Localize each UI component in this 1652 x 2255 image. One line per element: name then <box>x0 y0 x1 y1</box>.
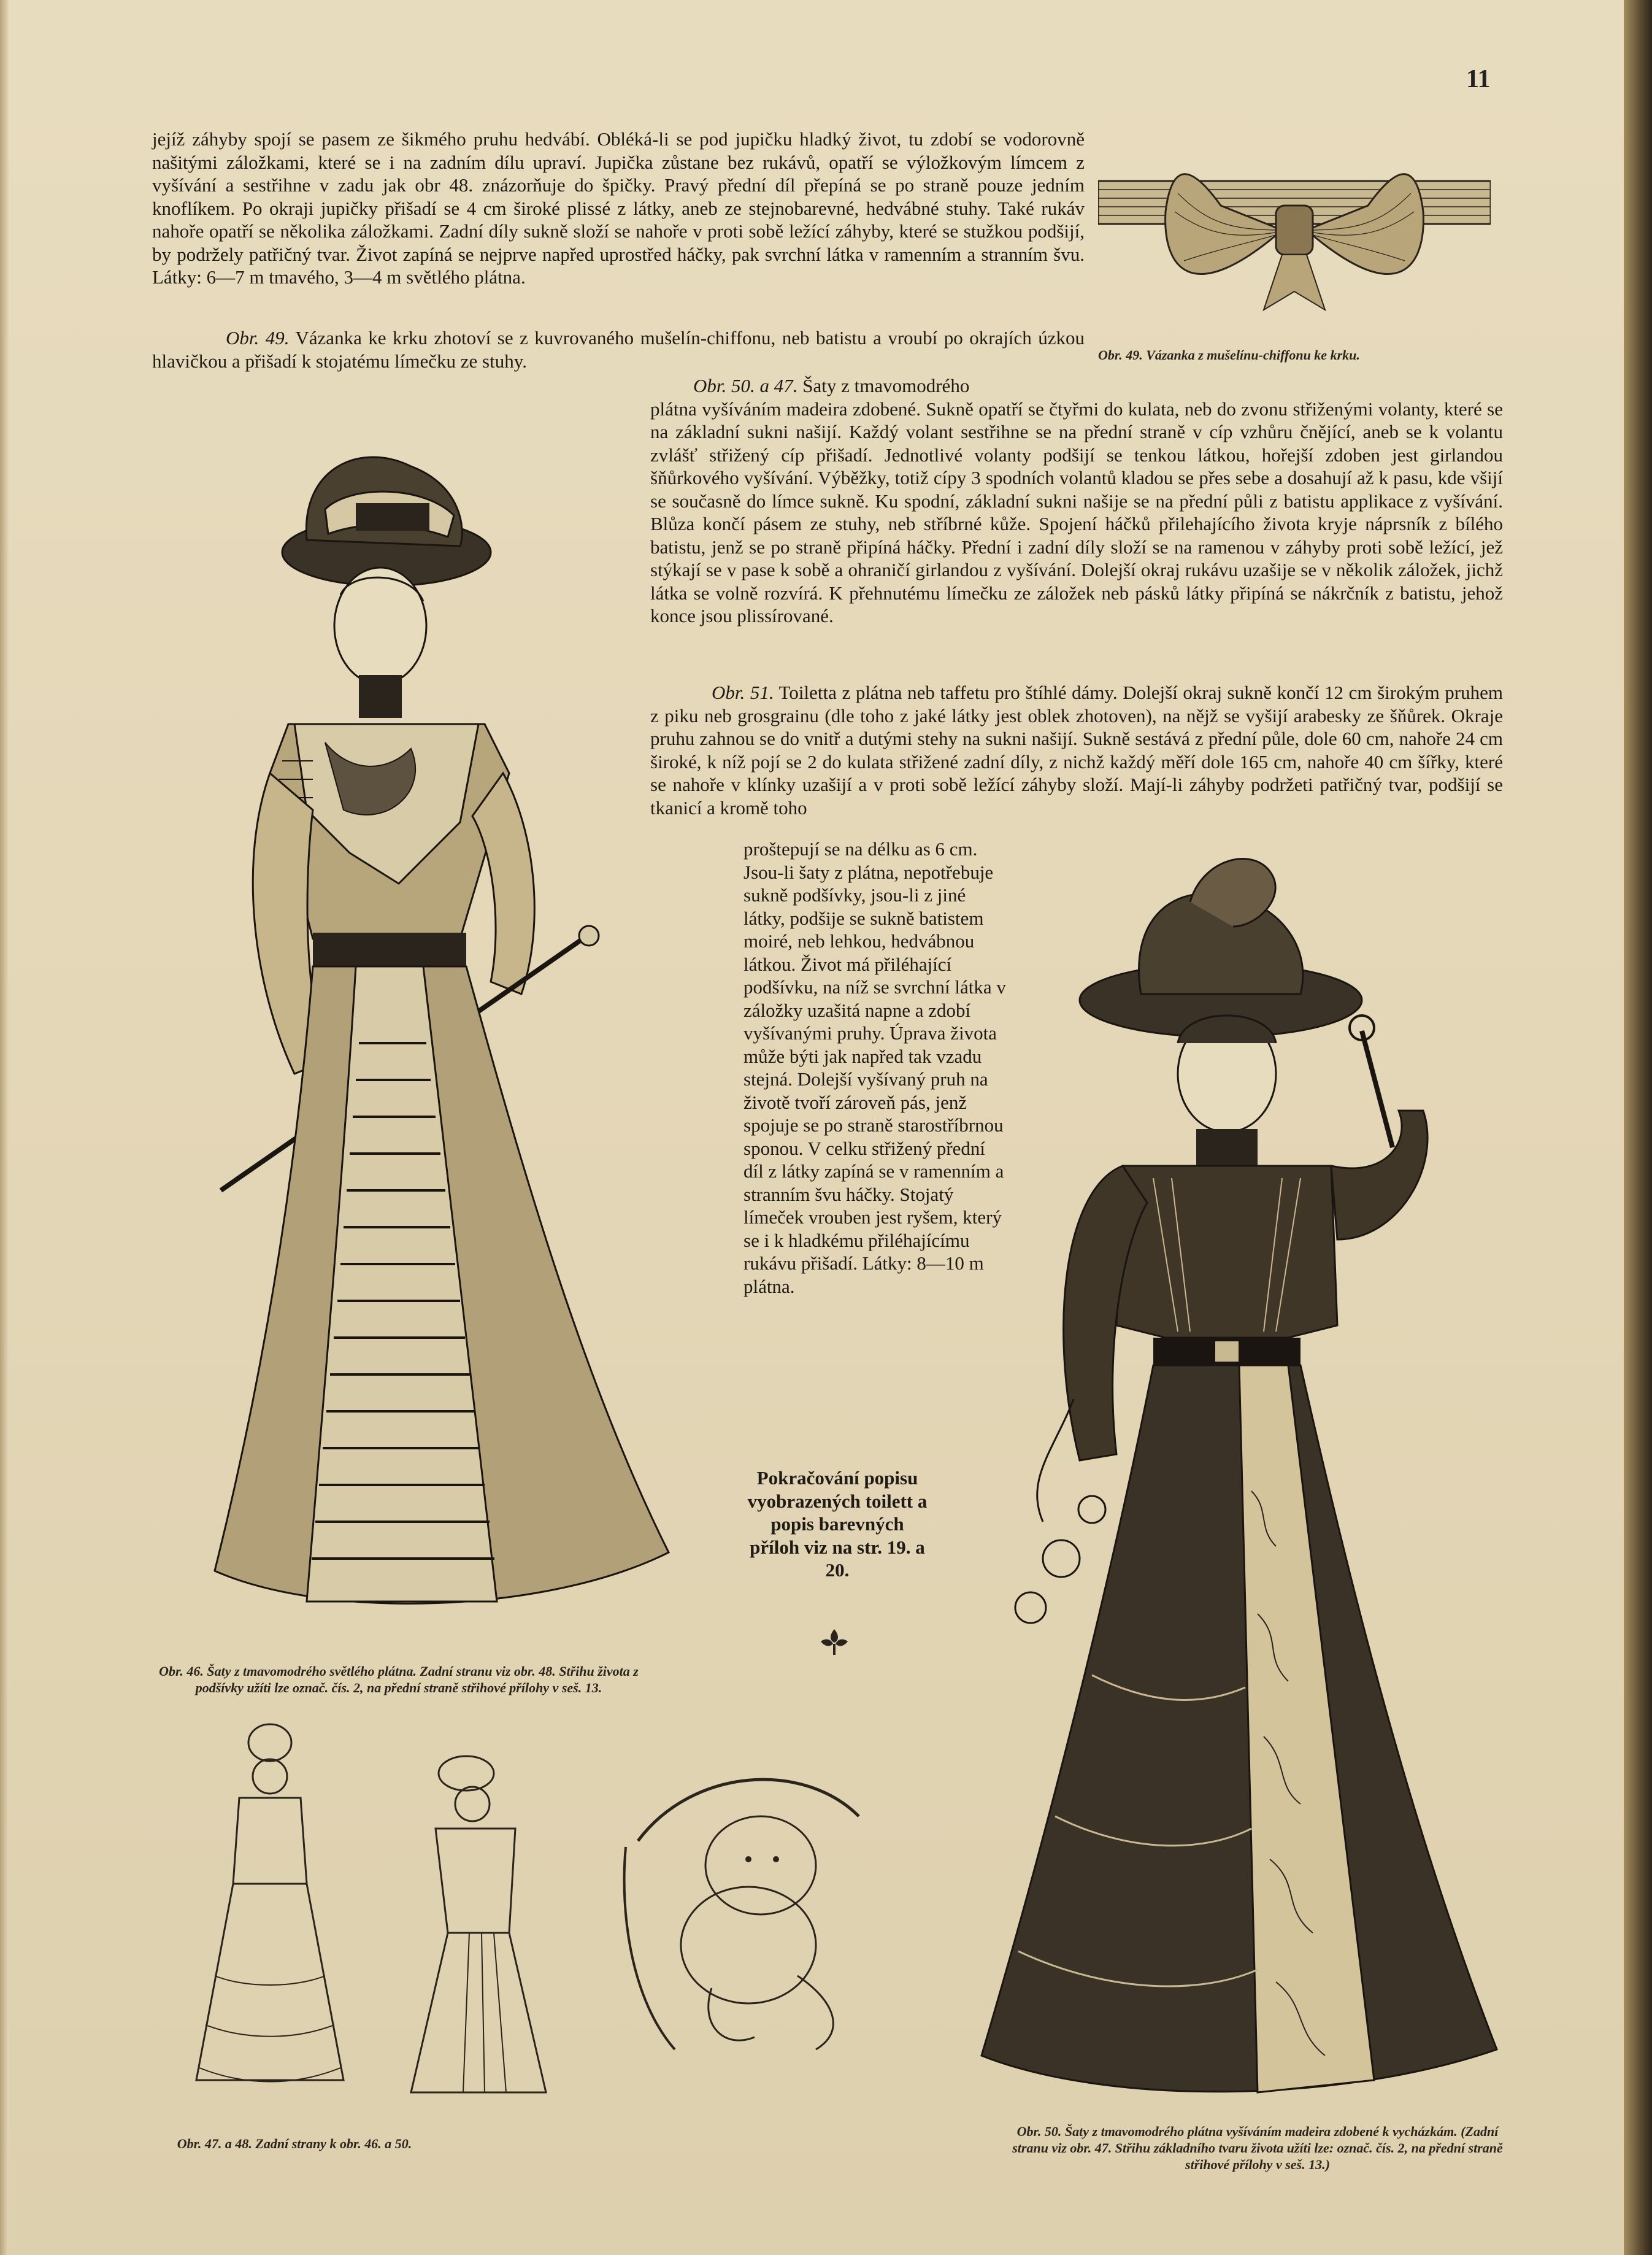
caption-figure-50: Obr. 50. Šaty z tmavomodrého plátna vyšíváním madeira zdobené k vycházkám. (Zadní stranu viz obr. 47. Střihu základního tvaru života užíti lze: označ. čís. 2, na přední straně střihové přílohy v seš. 13.) <box>1012 2124 1503 2172</box>
paragraph-text: Šaty z tmavomodrého <box>802 375 970 396</box>
figure-48-back-view <box>393 1749 558 2105</box>
fleuron-ornament <box>816 1623 853 1660</box>
continuation-text: Pokračování popisu vyobrazených toilett a popis barevných příloh viz na str. 19. a 20. <box>747 1467 928 1581</box>
paragraph-saty-tmavomodre <box>650 374 1503 628</box>
page-left-edge <box>0 0 9 2255</box>
paragraph-vazanka <box>152 326 1085 372</box>
figure-46-dress-illustration <box>202 430 712 1644</box>
figure-47-48-back-views <box>178 1718 362 2099</box>
cherub-vignette <box>601 1743 883 2062</box>
caption-figure-49: Obr. 49. Vázanka z mušelínu-chiffonu ke krku. <box>1098 347 1360 363</box>
back-view-48-sketch <box>393 1749 558 2105</box>
paragraph-jupicka <box>152 128 1085 289</box>
figure-reference: Obr. 50. a 47. <box>693 375 798 396</box>
continuation-note <box>745 1467 929 1582</box>
paragraph-text: Toiletta z plátna neb taffetu pro štíhlé dámy. Dolejší okraj sukně končí 12 cm širokým pruhem z piku neb grosgrainu (dle toho z jaké látky jest oblek zhotoven), na nějž se vyšijí arabesky ze šňůrek. Okraje pruhu zahnou se do vnitř a dutými stehy na sukni našijí. Sukně sestává z přední půle, dole 60 cm, nahoře 24 cm široké, k níž pojí se 2 do kulata střižené zadní díly, z nichž každý měří dole 165 cm, nahoře 40 cm šířky, které se nahoře v klínky uzašijí a v proti sobě ležící záhyby složí. Mají-li záhyby podržeti patřičný tvar, podšijí se tkanicí a kromě toho <box>650 682 1503 819</box>
back-view-47-sketch <box>178 1718 362 2099</box>
page-number: 11 <box>1466 65 1491 93</box>
figure-49-bow-illustration <box>1098 138 1491 316</box>
fleuron-icon <box>816 1623 853 1660</box>
paragraph-text: Vázanka ke krku zhotoví se z kuvrovaného mušelín-chiffonu, neb batistu a vroubí po okrajích úzkou hlavičkou a přišadí k stojatému límečku ze stuhy. <box>152 327 1085 372</box>
figure-50-dress-illustration <box>969 847 1521 2111</box>
bow-engraving <box>1098 138 1491 316</box>
caption-figure-47-48: Obr. 47. a 48. Zadní strany k obr. 46. a 50. <box>177 2136 412 2151</box>
cherub-engraving <box>601 1743 883 2062</box>
paragraph-text: jejíž záhyby spojí se pasem ze šikmého pruhu hedvábí. Obléká-li se pod jupičku hladký život, tu zdobí se vodorovně našitými záložkami, které se i na zadním dílu upraví. Jupička zůstane bez rukávů, opatří se výložkovým límcem z vyšívání a sestřihne v zadu jak obr 48. znázorňuje do špičky. Pravý přední díl přepíná se po straně pouze jedním knoflíkem. Po okraji jupičky přišadí se 4 cm široké plissé z látky, aneb ze stejnobarevné, hedvábné stuhy. Také rukáv nahoře opatří se několika záložkami. Zadní díly sukně složí se nahoře v proti sobě ležící záhyby, které se stužkou podšijí, by podržely patřičný tvar. Život zapíná se nejprve napřed uprostřed háčky, pak svrchní látka v ramenním a stranním švu. Látky: 6—7 m tmavého, 3—4 m světlého plátna. <box>152 128 1085 288</box>
dress-engraving-46 <box>202 430 712 1644</box>
book-binding-gutter <box>1624 0 1652 2255</box>
figure-reference: Obr. 51. <box>712 682 774 703</box>
caption-figure-46: Obr. 46. Šaty z tmavomodrého světlého plátna. Zadní stranu viz obr. 48. Střihu života z podšívky užíti lze označ. čís. 2, na přední straně střihové přílohy v seš. 13. <box>159 1663 639 1695</box>
paragraph-text: plátna vyšíváním madeira zdobené. Sukně opatří se čtyřmi do kulata, neb do zvonu střiženými volanty, které se na základní sukni našijí. Každý volant sestřihne se na přední straně v cíp vzhůru čnějící, aneb se k volantu zvlášť střižený cíp přišadí. Jednotlivé volanty podšijí se tenkou látkou, hořejší zdoben jest girlandou šňůrkového vyšívání. Výběžky, totiž cípy 3 spodních volantů kladou se přes sebe a dosahují až k pasu, kde všijí se současně do límce sukně. Ku spodní, základní sukni našije se na přední půli z batistu applikace z vyšívání. Blůza končí pásem ze stuhy, neb stříbrné kůže. Spojení háčků přilehajícího života kryje náprsník z bílého batistu, jenž se po straně připíná háčky. Přední i zadní díly složí se na ramenou v záhyby proti sobě ležící, jež stýkají se v pase k sobě a ohraničí girlandou z vyšívání. Dolejší okraj rukávu uzašije se v několik záložek, jichž látka se volně rozvírá. K přehnutému límečku ze záložek neb pásků látky připíná se nákrčník z batistu, jehož konce jsou plissírované. <box>650 398 1503 626</box>
figure-reference: Obr. 49. <box>226 327 290 349</box>
paragraph-text: proštepují se na délku as 6 cm. Jsou-li šaty z plátna, nepotřebuje sukně podšívky, jsou-li z jiné látky, podšije se sukně batistem moiré, neb lehkou, hedvábnou látkou. Život má přiléhající podšívku, na níž se svrchní látka v záložky uzašitá napne a zdobí vyšívanými pruhy. Úprava života může býti jak napřed tak vzadu stejná. Dolejší vyšívaný pruh na životě tvoří zároveň pás, jenž spojuje se po straně starostříbrnou sponou. V celku střižený přední díl z látky zapíná se v ramenním a stranním švu háčky. Stojatý límeček vrouben jest ryšem, který se i k hladkému přiléhajícímu rukávu přišadí. Látky: 8—10 m plátna. <box>743 838 1006 1297</box>
dress-engraving-50 <box>969 847 1521 2111</box>
paragraph-toiletta <box>650 681 1503 819</box>
